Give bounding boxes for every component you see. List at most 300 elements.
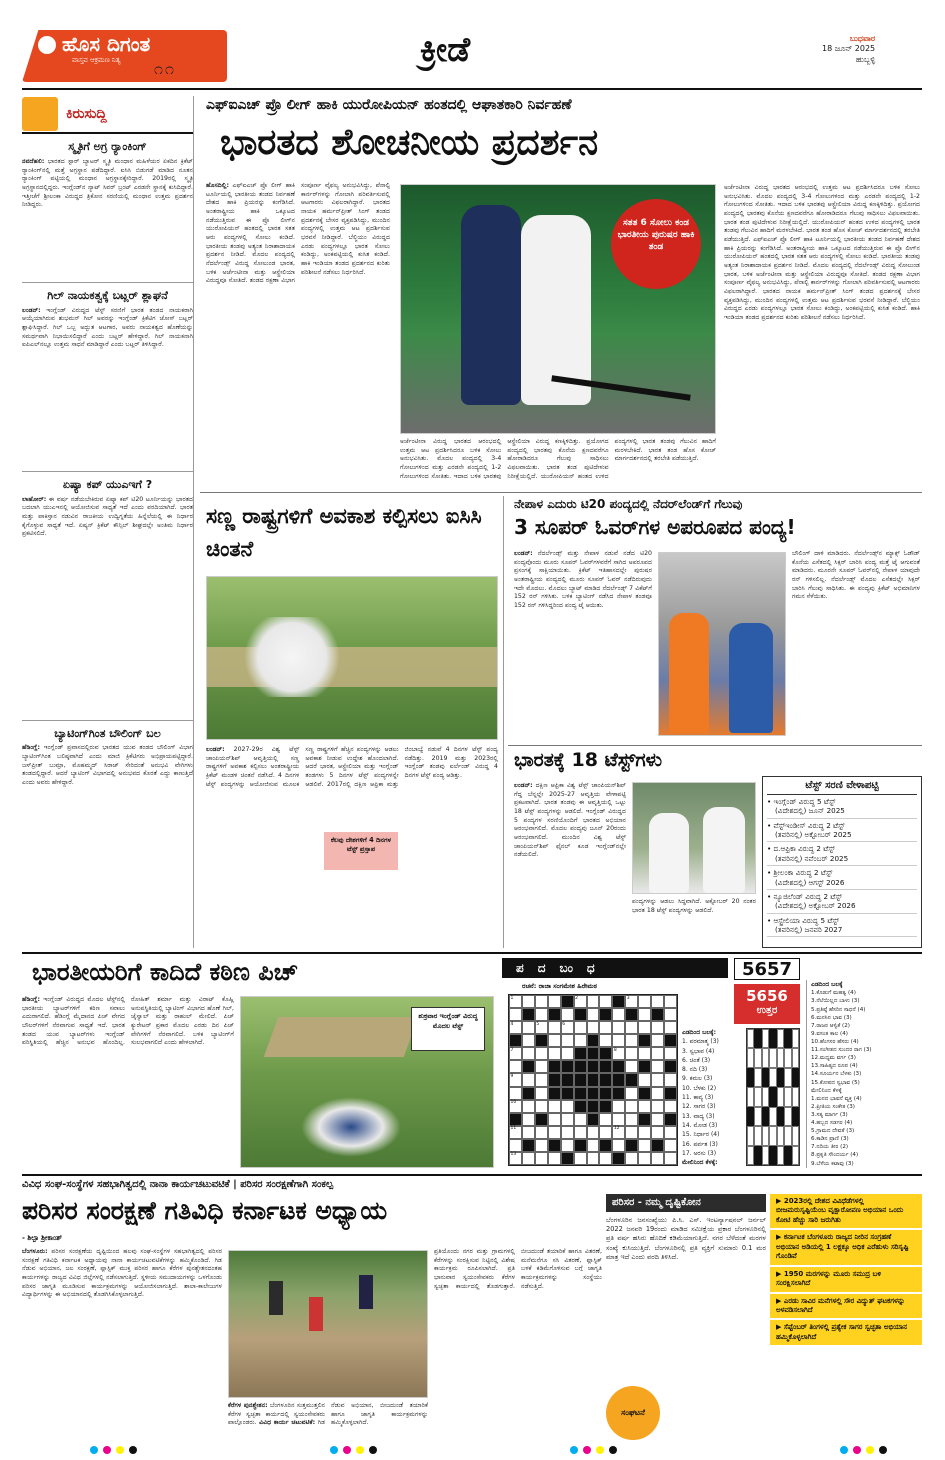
volunteer-figure [269,1281,283,1315]
crossword-cell[interactable] [599,1034,612,1047]
crossword-cell[interactable]: 13 [509,1152,522,1165]
nepal-body-left: ಲಂಡನ್: ನೆದರ್ಲೆಂಡ್ಸ್ ಮತ್ತು ನೇಪಾಳ ನಡುವೆ ನಡೆದ ಟಿ20 ಪಂದ್ಯವೊಂದು ಮೂರು ಸೂಪರ್ ಓವರ್‌ಗಳವರೆಗೆ ಸಾಗಿದ ಅಪರೂಪದ ಪ್ರಸಂಗಕ್ಕೆ ಸಾಕ್ಷಿಯಾಯಿತು. ಕ್ರಿಕೆಟ್ ಇತಿಹಾಸದಲ್ಲೇ ಪುರುಷರ ಅಂತರಾಷ್ಟ್ರೀಯ ಪಂದ್ಯದಲ್ಲಿ ಮೂರು ಸೂಪರ್ ಓವರ್ ನಡೆದಿರುವುದು ಇದೇ ಮೊದಲು. ಮೊದಲು ಬ್ಯಾಟ್ ಮಾಡಿದ ನೆದರ್ಲೆಂಡ್ಸ್ 7 ವಿಕೆಟ್‌ಗೆ 152 ರನ್ ಗಳಿಸಿತು. ಬಳಿಕ ಬ್ಯಾಟಿಂಗ್ ನಡೆಸಿದ ನೇಪಾಳ ತಂಡವೂ 152 ರನ್ ಗಳಿಸಿದ್ದರಿಂದ ಪಂದ್ಯ ಟೈ ಆಯಿತು. [514,550,652,610]
crossword-cell[interactable] [548,995,561,1008]
crossword-cell[interactable] [574,1113,587,1126]
crossword-cell[interactable] [612,1021,625,1034]
crossword-cell [664,1060,677,1073]
clue-item: 3.ಸತ್ಯ ಮಾರ್ಗ (3) [811,1111,848,1118]
facts-sidebar [770,1194,922,1440]
crossword-cell[interactable] [561,1100,574,1113]
crossword-title-bar: ಪದಬಂಧ [502,958,728,978]
fact-note: ▶ ಸೆಪ್ಟೆಂಬರ್ ತಿಂಗಳಲ್ಲಿ ಪ್ರತ್ಯೇಕ ಸಾಗರ ಸ್ವಚ್ಛತಾ ಅಭಿಯಾನ ಹಮ್ಮಿಕೊಳ್ಳಲಾಗಿದೆ [770,1320,922,1347]
section-title: ಕ್ರೀಡೆ [420,30,471,70]
crossword-cell [638,1034,651,1047]
crossword-cell[interactable]: 11 [509,1126,522,1139]
crossword-cell[interactable] [664,1139,677,1152]
weekday: ಬುಧವಾರ [849,34,876,43]
crossword-cell[interactable] [535,1152,548,1165]
masthead-rule [22,88,922,90]
crossword-clues: ಎಡದಿಂದ ಬಲಕ್ಕೆ: 1. ಪರಮಾತ್ಮ (3) 3. ಸ್ವಭಾವ (4) 6. ಚಿಂತೆ (3) 8. ನದಿ (3) 9. ಕಮಲ (3) 10. ಬೆಳಕು (2) 11. ಕಾವ್ಯ (3) 12. ಸಾಗರ (3) 13. ವಾದ್ಯ (3) 14. ಮೋಡ (3) 15. ನಿರ್ಧಾರ (4) 16. ಪರ್ವತ (3) 17. ಅರಸು (3) ಮೇಲಿನಿಂದ ಕೆಳಕ್ಕೆ: [682,1028,742,1168]
schedule-item: • ಇಂಗ್ಲೆಂಡ್ ವಿರುದ್ಧ 5 ಟೆಸ್ಟ್ (ವಿದೇಶದಲ್ಲಿ) ಜೂನ್ 2025 [767,795,917,819]
crossword-cell [638,1113,651,1126]
crossword-cell[interactable] [638,1139,651,1152]
date-block [822,34,875,65]
clue-item: 10. ಬೆಳಕು (2) [682,1084,717,1092]
tests-caption: ಪಂದ್ಯಗಳನ್ನು ಆಡಲು ಸಿದ್ಧವಾಗಿದೆ. ಅಕ್ಟೋಬರ್ 20 ನಂತರ ಭಾರತ 18 ಟೆಸ್ಟ್ ಪಂದ್ಯಗಳನ್ನು ಆಡಲಿದೆ. [632,898,756,914]
crossword-cell[interactable] [612,1100,625,1113]
cricket-celebration-photo [206,576,498,740]
crossword-cell [548,1139,561,1152]
crossword-cell[interactable] [548,1034,561,1047]
brief-body: ನವದೆಹಲಿ: ಭಾರತದ ಸ್ಟಾರ್ ಬ್ಯಾಟರ್ ಸ್ಮೃತಿ ಮಂಧಾನ ಮಹಿಳೆಯರ ಏಕದಿನ ಕ್ರಿಕೆಟ್ ರ‍್ಯಾಂಕಿಂಗ್‌ನಲ್ಲಿ ಮತ್ತೆ ಅಗ್ರಸ್ಥಾನ ಪಡೆದಿದ್ದಾರೆ. ಐಸಿಸಿ ಬಿಡುಗಡೆ ಮಾಡಿದ ನೂತನ ರ‍್ಯಾಂಕಿಂಗ್ ಪಟ್ಟಿಯಲ್ಲಿ ಮಂಧಾನ ಅಗ್ರಸ್ಥಾನಕ್ಕೇರಿದ್ದಾರೆ. 2019ರಲ್ಲಿ ಸ್ಮೃತಿ ಅಗ್ರಸ್ಥಾನದಲ್ಲಿದ್ದರು. ಇಂಗ್ಲೆಂಡ್‌ನ ನ್ಯಾಟ್ ಸಿವರ್ ಬ್ರಂಟ್ ಎರಡನೇ ಸ್ಥಾನಕ್ಕೆ ಕುಸಿದಿದ್ದಾರೆ. ಇತ್ತೀಚೆಗೆ ಶ್ರೀಲಂಕಾ ವಿರುದ್ಧದ ತ್ರಿಕೋನ ಸರಣಿಯಲ್ಲಿ ಮಂಧಾನ ಉತ್ತಮ ಪ್ರದರ್ಶನ ನೀಡಿದ್ದರು. [22,157,193,209]
crossword-cell [509,1113,522,1126]
crossword-cell[interactable] [612,1034,625,1047]
crossword-cell[interactable]: 1 [509,995,522,1008]
crossword-cell [599,1047,612,1060]
clue-item: 6.ಕಾಡಿನ ಪ್ರಾಣಿ (3) [811,1136,849,1143]
crossword-cell [612,1152,625,1165]
crossword-cell [587,1073,600,1086]
crossword-cell[interactable] [625,1100,638,1113]
clue-item: 5.ಪ್ರತಿಷ್ಠೆ ಹೆಸರಿನ ಸಾಧನೆ (4) [811,1006,866,1013]
tests-body: ಲಂಡನ್: ದಕ್ಷಿಣ ಆಫ್ರಿಕಾ ವಿಶ್ವ ಟೆಸ್ಟ್ ಚಾಂಪಿಯನ್‌ಶಿಪ್ ಗೆದ್ದ ಬೆನ್ನಲ್ಲೇ 2025-27 ಆವೃತ್ತಿಯ ವೇಳಾಪಟ್ಟಿ ಪ್ರಕಟವಾಗಿದೆ. ಭಾರತ ತಂಡವು ಈ ಆವೃತ್ತಿಯಲ್ಲಿ ಒಟ್ಟು 18 ಟೆಸ್ಟ್ ಪಂದ್ಯಗಳನ್ನು ಆಡಲಿದೆ. ಇಂಗ್ಲೆಂಡ್ ವಿರುದ್ಧದ 5 ಪಂದ್ಯಗಳ ಸರಣಿಯೊಂದಿಗೆ ಭಾರತದ ಅಭಿಯಾನ ಆರಂಭವಾಗಲಿದೆ. ಮೊದಲ ಪಂದ್ಯವು ಜೂನ್ 20ರಂದು ಆರಂಭವಾಗಲಿದೆ. ಮುಂದಿನ ವಿಶ್ವ ಟೆಸ್ಟ್ ಚಾಂಪಿಯನ್‌ಶಿಪ್ ಫೈನಲ್ ಕೂಡ ಇಂಗ್ಲೆಂಡ್‌ನಲ್ಲೇ ನಡೆಯಲಿದೆ. [514,782,626,859]
crossword-cell[interactable] [664,1008,677,1021]
volunteers-photo [228,1250,428,1398]
crossword-cell [625,1073,638,1086]
crossword-cell [522,1008,535,1021]
parisara-title-bar: ಪರಿಸರ - ನಮ್ಮ ದೃಷ್ಟಿಕೋನ [606,1194,766,1212]
crossword-cell[interactable] [522,1126,535,1139]
schedule-box [762,776,922,948]
crossword-cell[interactable]: 10 [509,1100,522,1113]
clue-item: 9.ವಸಂತ ಕಾಲ (4) [811,1030,848,1037]
crossword-cell [574,1100,587,1113]
pitch-strip [264,1017,419,1057]
crossword-cell[interactable] [509,1087,522,1100]
brief-body: ಲಂಡನ್: ಇಂಗ್ಲೆಂಡ್ ವಿರುದ್ಧದ ಟೆಸ್ಟ್ ಸರಣಿಗೆ ಭಾರತ ತಂಡದ ನಾಯಕರಾಗಿ ಆಯ್ಕೆಯಾಗಿರುವ ಶುಭಮನ್ ಗಿಲ್ ಅವರನ್ನು ಇಂಗ್ಲೆಂಡ್ ಕ್ರಿಕೆಟಿಗ ಜೋಸ್ ಬಟ್ಲರ್ ಶ್ಲಾಘಿಸಿದ್ದಾರೆ. ಗಿಲ್ ಒಬ್ಬ ಅದ್ಭುತ ಆಟಗಾರ, ಅವರು ನಾಯಕತ್ವದ ಹೊಣೆಯನ್ನು ಸಮರ್ಥವಾಗಿ ನಿಭಾಯಿಸಲಿದ್ದಾರೆ ಎಂದು ಬಟ್ಲರ್ ಹೇಳಿದ್ದಾರೆ. ಗಿಲ್ ನಾಯಕನಾಗಿ ಐಪಿಎಲ್‌ನಲ್ಲೂ ಉತ್ತಮ ಸಾಧನೆ ಮಾಡಿದ್ದಾರೆ ಎಂದು ಬಟ್ಲರ್ ತಿಳಿಸಿದ್ದಾರೆ. [22,306,193,349]
match-inset: ಶುಕ್ರವಾರ ಇಂಗ್ಲೆಂಡ್ ವಿರುದ್ಧ ಮೊದಲ ಟೆಸ್ಟ್ [411,1007,485,1051]
crossword-cell[interactable] [535,1060,548,1073]
crossword-cell [561,995,574,1008]
crossword-cell [574,1073,587,1086]
crossword-cell[interactable]: 8 [612,1047,625,1060]
brief-item [22,289,193,467]
clue-item: 14. ಮೋಡ (3) [682,1121,718,1129]
clue-item: 7.ನದಿಯ ತೀರ (2) [811,1144,849,1151]
nepal-headline: 3 ಸೂಪರ್ ಓವರ್‌ಗಳ ಅಪರೂಪದ ಪಂದ್ಯ! [514,515,796,539]
crossword-cell[interactable] [599,1126,612,1139]
clue-item: 13. ವಾದ್ಯ (3) [682,1112,715,1120]
crossword-cell[interactable] [664,1021,677,1034]
hockey-story [200,96,922,492]
schedule-item: • ದ.ಆಫ್ರಿಕಾ ವಿರುದ್ಧ 2 ಟೆಸ್ಟ್ (ತವರಿನಲ್ಲಿ) ನವೆಂಬರ್ 2025 [767,842,917,866]
date: 18 ಜೂನ್ 2025 [822,44,876,54]
crossword-author: ರಚನೆ: ರಾಜಾ ಸಂಗಮೇಶ ಹಿರೇಮಠ [522,982,597,990]
icc-body: ಲಂಡನ್: 2027-29ರ ವಿಶ್ವ ಟೆಸ್ಟ್ ಚಾಂಪಿಯನ್‌ಶಿಪ್ ಆವೃತ್ತಿಯಲ್ಲಿ ಸಣ್ಣ ರಾಷ್ಟ್ರಗಳಿಗೆ ಅವಕಾಶ ಕಲ್ಪಿಸಲು ಅಂತರಾಷ್ಟ್ರೀಯ ಕ್ರಿಕೆಟ್ ಮಂಡಳಿ ಚಿಂತನೆ ನಡೆಸಿದೆ. 4 ದಿನಗಳ ಟೆಸ್ಟ್ ಪಂದ್ಯಗಳನ್ನು ಆಯೋಜಿಸುವ ಮೂಲಕ ಸಣ್ಣ ರಾಷ್ಟ್ರಗಳಿಗೆ ಹೆಚ್ಚಿನ ಪಂದ್ಯಗಳನ್ನು ಆಡಲು ಅವಕಾಶ ನೀಡುವ ಉದ್ದೇಶ ಹೊಂದಲಾಗಿದೆ. ಆದರೆ ಭಾರತ, ಆಸ್ಟ್ರೇಲಿಯಾ ಮತ್ತು ಇಂಗ್ಲೆಂಡ್ ತಂಡಗಳು 5 ದಿನಗಳ ಟೆಸ್ಟ್ ಪಂದ್ಯಗಳನ್ನೇ ಆಡಲಿವೆ. 2017ರಲ್ಲಿ ದಕ್ಷಿಣ ಆಫ್ರಿಕಾ ಮತ್ತು ಜಿಂಬಾಬ್ವೆ ನಡುವೆ 4 ದಿನಗಳ ಟೆಸ್ಟ್ ಪಂದ್ಯ ನಡೆದಿತ್ತು. 2019 ಮತ್ತು 2023ರಲ್ಲಿ ಇಂಗ್ಲೆಂಡ್ ತಂಡವು ಐರ್ಲೆಂಡ್ ವಿರುದ್ಧ 4 ದಿನಗಳ ಟೆಸ್ಟ್ ಪಂದ್ಯ ಆಡಿತ್ತು. [206,746,498,788]
clue-item: 17. ಅರಸು (3) [682,1149,717,1157]
clue-item: 14.ಸೂರ್ಯನ ಬೆಳಕು (3) [811,1071,862,1078]
crossword-cell[interactable]: 7 [509,1047,522,1060]
crossword-cell[interactable] [638,1008,651,1021]
section-rule [508,745,922,746]
crossword-cell[interactable]: 6 [561,1021,574,1034]
crossword-cell [625,1139,638,1152]
clue-item: 5.ಗ್ರಾಮದ ದೇವತೆ (3) [811,1128,855,1135]
crossword-cell [574,1139,587,1152]
crossword-cell [664,1034,677,1047]
crossword-cell [535,1113,548,1126]
clue-item [682,1167,742,1168]
crossword-cell[interactable] [522,1113,535,1126]
crossword-cell[interactable] [522,1073,535,1086]
crossword-cell[interactable] [664,1126,677,1139]
crossword-cell[interactable] [638,1073,651,1086]
nepal-story [508,496,922,744]
crossword-cell[interactable] [509,1139,522,1152]
brief-body: ಲಾಹೋರ್: ಈ ವರ್ಷ ನಡೆಯಬೇಕಿರುವ ಏಷ್ಯಾ ಕಪ್ ಟಿ20 ಟೂರ್ನಿಯನ್ನು ಭಾರತದ ಬದಲಾಗಿ ಯುಎಇನಲ್ಲಿ ಆಯೋಜಿಸುವ ಸಾಧ್ಯತೆ ಇದೆ ಎಂದು ವರದಿಯಾಗಿದೆ. ಭಾರತ ಮತ್ತು ಪಾಕಿಸ್ತಾನ ನಡುವಿನ ರಾಜಕೀಯ ಉದ್ವಿಗ್ನತೆಯ ಹಿನ್ನೆಲೆಯಲ್ಲಿ ಈ ನಿರ್ಧಾರ ಕೈಗೊಳ್ಳುವ ಸಾಧ್ಯತೆ ಇದೆ. ಏಷ್ಯನ್ ಕ್ರಿಕೆಟ್ ಕೌನ್ಸಿಲ್ ಶೀಘ್ರದಲ್ಲೇ ಅಂತಿಮ ನಿರ್ಧಾರ ಪ್ರಕಟಿಸಲಿದೆ. [22,495,193,538]
crossword-cell[interactable] [625,1113,638,1126]
crossword-cell[interactable] [535,1126,548,1139]
crossword-cell[interactable] [535,1100,548,1113]
crossword-cell[interactable]: 3 [625,995,638,1008]
crossword-cell[interactable] [664,1073,677,1086]
crossword-cell[interactable] [651,1126,664,1139]
icc-headline: ಸಣ್ಣ ರಾಷ್ಟ್ರಗಳಿಗೆ ಅವಕಾಶ ಕಲ್ಪಿಸಲು ಐಸಿಸಿ ಚಿಂತನೆ [206,504,482,561]
clue-item: 15. ನಿರ್ಧಾರ (4) [682,1131,720,1139]
crossword-cell[interactable] [548,1021,561,1034]
crossword-cell[interactable] [535,1047,548,1060]
stat-badge: ಸತತ 6 ಸೋಲು ಕಂಡ ಭಾರತೀಯ ಪುರುಷರ ಹಾಕಿ ತಂಡ [611,199,701,289]
crossword-cell[interactable] [522,1034,535,1047]
crossword-cell[interactable] [599,995,612,1008]
environment-photo-caption: ಕೆರೆಗಳ ಪುನಶ್ಚೇತನ: ಬೆಂಗಳೂರಿನ ಸುತ್ತಮುತ್ತಲಿನ ಕೆರೆಗಳ ಸ್ವಚ್ಛತಾ ಕಾರ್ಯದಲ್ಲಿ ಸ್ವಯಂಸೇವಕರು ಪಾಲ್ಗೊಂಡರು. ವಿವಿಧ ಕಾರ್ಯ ಚಟುವಟಿಕೆ: ಗಿಡ ನೆಡುವ ಅಭಿಯಾನ, ಬೀಜದುಂಡೆ ತಯಾರಿಕೆ ಹಾಗೂ ಜಾಗೃತಿ ಕಾರ್ಯಕ್ರಮಗಳನ್ನು ಹಮ್ಮಿಕೊಳ್ಳಲಾಗಿದೆ. [228,1402,428,1427]
clue-item: 12. ಸಾಗರ (3) [682,1103,716,1111]
fact-note: ▶ ಕರ್ನಾಟಕ ಬೆಂಗಳೂರು ರಾಜ್ಯದ ನೀರಿನ ಸಂಗ್ರಹಣೆ ಅಭಿಯಾನ ಅಡಿಯಲ್ಲಿ 1 ಲಕ್ಷಕ್ಕೂ ಅಧಿಕ ಎರೆಹುಳು ಸರಿಸೃಷ್ಟಿ ಗೊಂಡಿವೆ [770,1230,922,1266]
clue-item: 1.ಮನದ ಭಾವನೆ ವ್ಯಕ್ತ (4) [811,1095,862,1102]
crossword-cell[interactable] [587,1021,600,1034]
volunteer-figure [359,1275,373,1309]
crossword-cell[interactable]: 5 [535,1021,548,1034]
clue-item: 3.ನೆಲೆಯಿಲ್ಲದ ಬಾಳು (3) [811,998,860,1005]
crossword-cell[interactable]: 4 [509,1021,522,1034]
crossword-cell [587,1034,600,1047]
crossword-cell[interactable] [522,1021,535,1034]
crossword-cell[interactable] [561,1008,574,1021]
crossword-cell [599,1139,612,1152]
crossword-cell[interactable] [522,995,535,1008]
tests-headline: ಭಾರತಕ್ಕೆ 18 ಟೆಸ್ಟ್‌ಗಳು [514,749,663,771]
crossword-cell[interactable]: 2 [574,995,587,1008]
crossword-cell [587,1047,600,1060]
crossword-cell[interactable] [638,1021,651,1034]
crossword-cell[interactable] [638,1152,651,1165]
answer-grid [746,1028,800,1166]
brief-body: ಹೆಡಿಂಗ್ಲೆ: ಇಂಗ್ಲೆಂಡ್ ಪ್ರವಾಸದಲ್ಲಿರುವ ಭಾರತದ ಯುವ ತಂಡದ ಬೌಲಿಂಗ್ ವಿಭಾಗ ಬ್ಯಾಟಿಂಗ್‌ಗಿಂತ ಬಲಿಷ್ಠವಾಗಿದೆ ಎಂದು ಮಾಜಿ ಕ್ರಿಕೆಟಿಗರು ಅಭಿಪ್ರಾಯಪಟ್ಟಿದ್ದಾರೆ. ಜಸ್‌ಪ್ರೀತ್ ಬುಮ್ರಾ, ಮೊಹಮ್ಮದ್ ಸಿರಾಜ್ ಸೇರಿದಂತೆ ಅನುಭವಿ ವೇಗಿಗಳು ತಂಡದಲ್ಲಿದ್ದಾರೆ. ಆದರೆ ಬ್ಯಾಟಿಂಗ್ ವಿಭಾಗದಲ್ಲಿ ಅನುಭವದ ಕೊರತೆ ಎದ್ದು ಕಾಣುತ್ತಿದೆ ಎಂದು ಅವರು ಹೇಳಿದ್ದಾರೆ. [22,744,193,787]
crossword-cell [651,1139,664,1152]
fact-note: ▶ 1950 ಮರಗಳನ್ನು ಮೂರು ಸಮುದ್ರ ಬಳಿ ಸಂರಕ್ಷಿಸಲಾಗಿದೆ [770,1267,922,1294]
crossword-cell[interactable] [651,1060,664,1073]
crossword-cell [612,1087,625,1100]
crossword-cell[interactable] [587,1126,600,1139]
hockey-headline: ಭಾರತದ ಶೋಚನೀಯ ಪ್ರದರ್ಶನ [220,122,599,163]
crossword-cell[interactable] [625,1021,638,1034]
clue-item: 11. ಕಾವ್ಯ (3) [682,1094,714,1102]
parisara-side [606,1194,766,1440]
hockey-body-left: ಹೊಸದಿಲ್ಲಿ: ಎಫ್‌ಐಎಚ್ ಪ್ರೊ ಲೀಗ್ ಹಾಕಿ ಟೂರ್ನಿಯಲ್ಲಿ ಭಾರತೀಯ ತಂಡದ ನಿರ್ವಹಣೆ ದೇಶದ ಹಾಕಿ ಪ್ರಿಯರನ್ನು ಕಂಗೆಡಿಸಿದೆ. ಅಂತರಾಷ್ಟ್ರೀಯ ಹಾಕಿ ಒಕ್ಕೂಟದ ನಡೆಯುತ್ತಿರುವ ಈ ಪ್ರೊ ಲೀಗ್‌ನ ಯುರೋಪಿಯನ್ ಹಂತದಲ್ಲಿ ಭಾರತ ಸತತ ಆರು ಪಂದ್ಯಗಳಲ್ಲಿ ಸೋಲು ಕಂಡಿದೆ. ಭಾರತೀಯ ತಂಡವು ಅತ್ಯಂತ ನಿರಾಶಾದಾಯಕ ಪ್ರದರ್ಶನ ನೀಡಿದೆ. ಮೊದಲ ಪಂದ್ಯದಲ್ಲಿ ನೆದರ್ಲೆಂಡ್ಸ್ ವಿರುದ್ಧ ಸೋಲುಂಡ ಭಾರತ, ಬಳಿಕ ಅರ್ಜೆಂಟೀನಾ ಮತ್ತು ಆಸ್ಟ್ರೇಲಿಯಾ ವಿರುದ್ಧವೂ ಸೋತಿದೆ. ತಂಡದ ರಕ್ಷಣಾ ವಿಭಾಗ ಸಂಪೂರ್ಣ ವೈಫಲ್ಯ ಅನುಭವಿಸಿದ್ದು, ಪೆನಾಲ್ಟಿ ಕಾರ್ನರ್‌ಗಳನ್ನು ಗೋಲಾಗಿ ಪರಿವರ್ತಿಸುವಲ್ಲಿ ಆಟಗಾರರು ವಿಫಲರಾಗಿದ್ದಾರೆ. ಭಾರತದ ನಾಯಕ ಹರ್ಮನ್‌ಪ್ರೀತ್ ಸಿಂಗ್ ತಂಡದ ಪ್ರದರ್ಶನಕ್ಕೆ ಬೇಸರ ವ್ಯಕ್ತಪಡಿಸಿದ್ದು, ಮುಂದಿನ ಪಂದ್ಯಗಳಲ್ಲಿ ಉತ್ತಮ ಆಟ ಪ್ರದರ್ಶಿಸುವ ಭರವಸೆ ನೀಡಿದ್ದಾರೆ. ಬೆಲ್ಜಿಯಂ ವಿರುದ್ಧದ ಎರಡು ಪಂದ್ಯಗಳಲ್ಲೂ ಭಾರತ ಸೋಲು ಕಂಡಿದ್ದು, ಅಂಕಪಟ್ಟಿಯಲ್ಲಿ ಕುಸಿತ ಕಂಡಿದೆ. ಹಾಕಿ ಇಂಡಿಯಾ ತಂಡದ ಪ್ರದರ್ಶನದ ಕುರಿತು ಪರಿಶೀಲನೆ ನಡೆಸಲು ನಿರ್ಧರಿಸಿದೆ. [206,182,390,285]
crossword-cell[interactable] [638,1047,651,1060]
crossword-cell[interactable] [625,1060,638,1073]
crossword-cell[interactable] [638,1126,651,1139]
clue-item: 7.ರಾಜರ ಆಳ್ವಿಕೆ (2) [811,1022,850,1029]
answer-clues: ಎಡದಿಂದ ಬಲಕ್ಕೆ 1.ಕೊಡುಗೆ ಮಹತ್ವ (4) 3.ನೆಲೆಯಿಲ್ಲದ ಬಾಳು (3) 5.ಪ್ರತಿಷ್ಠೆ ಹೆಸರಿನ ಸಾಧನೆ (4) 6.ಮನಸಿನ ಭಾವ (3) 7.ರಾಜರ ಆಳ್ವಿಕೆ (2) 9.ವಸಂತ ಕಾಲ (4) 10.ಹೆಂಗಸರ ಹೆಸರು (4) 11.ಸಂಗೀತದ ಸುಂದರ ರಾಗ (3) 12.ಮಧ್ಯಮ ವರ್ಗ (3) 13.ಸಾಹಿತ್ಯದ ರೂಪ (4) 14.ಸೂರ್ಯನ ಬೆಳಕು (3) 15.ಕೋಪದ ಸ್ವಭಾವ (5) ಮೇಲಿನಿಂದ ಕೆಳಕ್ಕೆ 1.ಮನದ ಭಾವನೆ ವ್ಯಕ್ತ (4) 2.ಪ್ರೀತಿಯ ಸಂಕೇತ (3) 3.ಸತ್ಯ ಮಾರ್ಗ (3) 4.ಹಬ್ಬದ ಸಡಗರ (4) 5.ಗ್ರಾಮದ ದೇವತೆ (3) 6.ಕಾಡಿನ ಪ್ರಾಣಿ (3) 7.ನದಿಯ ತೀರ (2) 8.ಪ್ರಕೃತಿ ಸೌಂದರ್ಯ (4) 9.ಬೆಳೆಯ ಕಟಾವು (3) [806,980,922,1168]
crossword-cell[interactable] [651,995,664,1008]
clue-item: 3. ಸ್ವಭಾವ (4) [682,1047,715,1055]
crossword-cell[interactable] [561,1034,574,1047]
volunteer-figure [309,1297,323,1331]
clue-item: 9. ಕಮಲ (3) [682,1075,713,1083]
schedule-item: • ವೆಸ್ಟ್‌ಇಂಡೀಸ್ ವಿರುದ್ಧ 2 ಟೆಸ್ಟ್ (ತವರಿನಲ್ಲಿ) ಅಕ್ಟೋಬರ್ 2025 [767,819,917,843]
kirusuddi-header [22,96,193,134]
crossword-cell[interactable] [522,1100,535,1113]
parisara-body: ಬೆಂಗಳೂರಿನ ಜನಸಂಖ್ಯೆಯು ಪಿ.ಸಿ. ಎಸ್. ಇಂಟರ್ನ್ಯಾಷನಲ್ ಜರ್ನಲ್ 2022 ಜನವರಿ 19ರಂದು ಮಾಡಿದ ಸಮೀಕ್ಷೆಯ ಪ್ರಕಾರ ಬೆಂಗಳೂರಿನಲ್ಲಿ ಪ್ರತಿ ವರ್ಷ ಹಸಿರು ಹೊದಿಕೆ ಕಡಿಮೆಯಾಗುತ್ತಿದೆ. ನಗರ ಬೆಳೆದಂತೆ ಮರಗಳ ಸಂಖ್ಯೆ ಕುಸಿಯುತ್ತಿದೆ. ಬೆಂಗಳೂರಿನಲ್ಲಿ ಪ್ರತಿ ವ್ಯಕ್ತಿಗೆ ಸುಮಾರು 0.1 ಮರ ಮಾತ್ರ ಇದೆ ಎಂದು ವರದಿ ತಿಳಿಸಿದೆ. [606,1216,766,1261]
registration-marks [330,1446,377,1454]
environment-kicker: ವಿವಿಧ ಸಂಘ-ಸಂಸ್ಥೆಗಳ ಸಹಭಾಗಿತ್ವದಲ್ಲಿ ನಾನಾ ಕಾರ್ಯಚಟುವಟಿಕೆ | ಪರಿಸರ ಸಂರಕ್ಷಣೆಗಾಗಿ ಸಂಕಲ್ಪ [22,1179,334,1190]
crossword-cell[interactable]: 12 [612,1126,625,1139]
crossword-cell[interactable] [664,1152,677,1165]
crossword-cell [548,1073,561,1086]
clue-item: 10.ಹೆಂಗಸರ ಹೆಸರು (4) [811,1038,859,1045]
schedule-item: • ನ್ಯೂಜಿಲೆಂಡ್ ವಿರುದ್ಧ 2 ಟೆಸ್ಟ್ (ವಿದೇಶದಲ್ಲಿ) ಅಕ್ಟೋಬರ್ 2026 [767,890,917,914]
clue-item: 15.ಕೋಪದ ಸ್ವಭಾವ (5) [811,1079,860,1086]
crossword-cell[interactable] [574,1126,587,1139]
clue-item: 2.ಪ್ರೀತಿಯ ಸಂಕೇತ (3) [811,1103,855,1110]
crossword-cell[interactable] [638,995,651,1008]
crossword-cell[interactable] [651,1100,664,1113]
crossword-cell[interactable] [638,1100,651,1113]
crossword-cell[interactable] [561,1126,574,1139]
clue-item: 8. ನದಿ (3) [682,1066,708,1074]
crossword-cell [587,1113,600,1126]
clue-item: ಮೇಲಿನಿಂದ ಕೆಳಕ್ಕೆ [811,1087,842,1094]
crossword-cell[interactable] [587,1139,600,1152]
crossword-cell[interactable] [664,995,677,1008]
crossword-cell[interactable] [651,1021,664,1034]
crossword-cell [599,1100,612,1113]
crossword-cell[interactable] [548,1126,561,1139]
crossword-cell[interactable] [651,1113,664,1126]
environment-headline: ಪರಿಸರ ಸಂರಕ್ಷಣೆ ಗತಿವಿಧಿ ಕರ್ನಾಟಕ ಅಧ್ಯಾಯ [22,1196,388,1225]
edition-city: ಹುಬ್ಬಳ್ಳಿ [855,54,876,64]
crossword-cell[interactable] [561,1139,574,1152]
logo-tagline: ವಾಸ್ತವ ಆಕ್ರಮಣ ನಿತ್ಯ [72,56,121,64]
registration-marks [90,1446,137,1454]
sangatane-logo: ಸಂಘಟನೆ [606,1386,660,1440]
crossword-cell [599,1008,612,1021]
crossword-number: 5657 [734,958,800,980]
hockey-body-under-photo: ಅರ್ಜೆಂಟೀನಾ ವಿರುದ್ಧ ಭಾರತದ ಆರಂಭದಲ್ಲಿ ಉತ್ತಮ ಆಟ ಪ್ರದರ್ಶಿಸಿದರೂ ಬಳಿಕ ಸೋಲು ಅನುಭವಿಸಿತು. ಮೊದಲ ಪಂದ್ಯದಲ್ಲಿ 3-4 ಗೋಲುಗಳಿಂದ ಮತ್ತು ಎರಡನೇ ಪಂದ್ಯದಲ್ಲಿ 1-2 ಗೋಲುಗಳಿಂದ ಸೋತಿತು. ಇದಾದ ಬಳಿಕ ಭಾರತವು ಆಸ್ಟ್ರೇಲಿಯಾ ವಿರುದ್ಧ ಕಣಕ್ಕಿಳಿದಿತ್ತು. ಪ್ರಯೋಗದ ಪಂದ್ಯದಲ್ಲಿ ಭಾರತವು ಕೊನೆಯ ಕ್ಷಣದವರೆಗೂ ಹೋರಾಡಿದರೂ ಗೆಲುವು ಸಾಧಿಸಲು ವಿಫಲವಾಯಿತು. ಭಾರತ ತಂಡ ಪುಟಿದೇಳುವ ನಿರೀಕ್ಷೆಯಲ್ಲಿದೆ. ಯುರೋಪಿಯನ್ ಹಂತದ ಉಳಿದ ಪಂದ್ಯಗಳಲ್ಲಿ ಭಾರತ ತಂಡವು ಗೆಲುವಿನ ಹಾದಿಗೆ ಮರಳಬೇಕಿದೆ. ಭಾರತ ತಂಡ ಹೊಸ ಕೋಚ್ ಮಾರ್ಗದರ್ಶನದಲ್ಲಿ ತರಬೇತಿ ಪಡೆಯುತ್ತಿದೆ. [400,438,716,480]
crossword-cell[interactable] [509,1008,522,1021]
crossword-cell [561,1060,574,1073]
logo-text: ಹೊಸ ದಿಗಂತ [62,32,151,56]
crossword-cell[interactable] [587,1152,600,1165]
crossword-cell[interactable] [574,1034,587,1047]
crossword-cell[interactable] [625,1152,638,1165]
clue-item: 1. ಪರಮಾತ್ಮ (3) [682,1038,719,1046]
crossword-cell [587,1087,600,1100]
kirusuddi-column [22,96,194,948]
player-figure [461,205,521,405]
crossword-cell[interactable] [612,1008,625,1021]
section-rule [22,1174,922,1176]
crossword-cell[interactable] [548,1113,561,1126]
crossword-cell[interactable] [664,1047,677,1060]
crossword-cell[interactable] [612,1139,625,1152]
crossword-cell[interactable] [522,1047,535,1060]
crossword-cell [574,1008,587,1021]
crossword-cell[interactable] [625,1034,638,1047]
crossword-cell[interactable] [625,1126,638,1139]
player-white [703,807,745,893]
nepal-match-photo [658,552,786,736]
crossword-cell [638,1060,651,1073]
crossword-cell [638,1087,651,1100]
crossword-cell[interactable] [625,1047,638,1060]
crossword-cell[interactable]: 9 [509,1073,522,1086]
crossword-cell[interactable] [561,1113,574,1126]
crossword-cell [535,1034,548,1047]
brief-item [22,478,193,716]
brief-title: ಸ್ಮೃತಿಗೆ ಅಗ್ರ ರ‍್ಯಾಂಕಿಂಗ್ [68,140,147,153]
crossword-cell[interactable] [599,1152,612,1165]
nepal-kicker: ನೇಪಾಳ ಎದುರು ಟಿ20 ಪಂದ್ಯದಲ್ಲಿ ನೆದರ್‌ಲೆಂಡ್‌ಗೆ ಗೆಲುವು [514,497,743,511]
crossword-cell [599,1087,612,1100]
brief-item [22,727,193,895]
page-number: ೧೧ [154,59,176,78]
crossword-cell[interactable] [574,1152,587,1165]
clue-item: 11.ಸಂಗೀತದ ಸುಂದರ ರಾಗ (3) [811,1047,872,1054]
kirusuddi-label: ಕಿರುಸುದ್ದಿ [66,105,107,122]
hockey-photo [400,184,716,434]
crossword-cell [612,1060,625,1073]
registration-marks [570,1446,617,1454]
crossword-cell[interactable] [651,1073,664,1086]
clue-item: 6.ಮನಸಿನ ಭಾವ (3) [811,1014,852,1021]
crossword-cell [612,1073,625,1086]
pitch-story [22,956,496,1170]
hockey-body-right: ಅರ್ಜೆಂಟೀನಾ ವಿರುದ್ಧ ಭಾರತದ ಆರಂಭದಲ್ಲಿ ಉತ್ತಮ ಆಟ ಪ್ರದರ್ಶಿಸಿದರೂ ಬಳಿಕ ಸೋಲು ಅನುಭವಿಸಿತು. ಮೊದಲ ಪಂದ್ಯದಲ್ಲಿ 3-4 ಗೋಲುಗಳಿಂದ ಮತ್ತು ಎರಡನೇ ಪಂದ್ಯದಲ್ಲಿ 1-2 ಗೋಲುಗಳಿಂದ ಸೋತಿತು. ಇದಾದ ಬಳಿಕ ಭಾರತವು ಆಸ್ಟ್ರೇಲಿಯಾ ವಿರುದ್ಧ ಕಣಕ್ಕಿಳಿದಿತ್ತು. ಪ್ರಯೋಗದ ಪಂದ್ಯದಲ್ಲಿ ಭಾರತವು ಕೊನೆಯ ಕ್ಷಣದವರೆಗೂ ಹೋರಾಡಿದರೂ ಗೆಲುವು ಸಾಧಿಸಲು ವಿಫಲವಾಯಿತು. ಭಾರತ ತಂಡ ಪುಟಿದೇಳುವ ನಿರೀಕ್ಷೆಯಲ್ಲಿದೆ. ಯುರೋಪಿಯನ್ ಹಂತದ ಉಳಿದ ಪಂದ್ಯಗಳಲ್ಲಿ ಭಾರತ ತಂಡವು ಗೆಲುವಿನ ಹಾದಿಗೆ ಮರಳಬೇಕಿದೆ. ಭಾರತ ತಂಡ ಹೊಸ ಕೋಚ್ ಮಾರ್ಗದರ್ಶನದಲ್ಲಿ ತರಬೇತಿ ಪಡೆಯುತ್ತಿದೆ. ಎಫ್‌ಐಎಚ್ ಪ್ರೊ ಲೀಗ್ ಹಾಕಿ ಟೂರ್ನಿಯಲ್ಲಿ ಭಾರತೀಯ ತಂಡದ ನಿರ್ವಹಣೆ ದೇಶದ ಹಾಕಿ ಪ್ರಿಯರನ್ನು ಕಂಗೆಡಿಸಿದೆ. ಅಂತರಾಷ್ಟ್ರೀಯ ಹಾಕಿ ಒಕ್ಕೂಟದ ನಡೆಯುತ್ತಿರುವ ಈ ಪ್ರೊ ಲೀಗ್‌ನ ಯುರೋಪಿಯನ್ ಹಂತದಲ್ಲಿ ಭಾರತ ಸತತ ಆರು ಪಂದ್ಯಗಳಲ್ಲಿ ಸೋಲು ಕಂಡಿದೆ. ಭಾರತೀಯ ತಂಡವು ಅತ್ಯಂತ ನಿರಾಶಾದಾಯಕ ಪ್ರದರ್ಶನ ನೀಡಿದೆ. ಮೊದಲ ಪಂದ್ಯದಲ್ಲಿ ನೆದರ್ಲೆಂಡ್ಸ್ ವಿರುದ್ಧ ಸೋಲುಂಡ ಭಾರತ, ಬಳಿಕ ಅರ್ಜೆಂಟೀನಾ ಮತ್ತು ಆಸ್ಟ್ರೇಲಿಯಾ ವಿರುದ್ಧವೂ ಸೋತಿದೆ. ತಂಡದ ರಕ್ಷಣಾ ವಿಭಾಗ ಸಂಪೂರ್ಣ ವೈಫಲ್ಯ ಅನುಭವಿಸಿದ್ದು, ಪೆನಾಲ್ಟಿ ಕಾರ್ನರ್‌ಗಳನ್ನು ಗೋಲಾಗಿ ಪರಿವರ್ತಿಸುವಲ್ಲಿ ಆಟಗಾರರು ವಿಫಲರಾಗಿದ್ದಾರೆ. ಭಾರತದ ನಾಯಕ ಹರ್ಮನ್‌ಪ್ರೀತ್ ಸಿಂಗ್ ತಂಡದ ಪ್ರದರ್ಶನಕ್ಕೆ ಬೇಸರ ವ್ಯಕ್ತಪಡಿಸಿದ್ದು, ಮುಂದಿನ ಪಂದ್ಯಗಳಲ್ಲಿ ಉತ್ತಮ ಆಟ ಪ್ರದರ್ಶಿಸುವ ಭರವಸೆ ನೀಡಿದ್ದಾರೆ. ಬೆಲ್ಜಿಯಂ ವಿರುದ್ಧದ ಎರಡು ಪಂದ್ಯಗಳಲ್ಲೂ ಭಾರತ ಸೋಲು ಕಂಡಿದ್ದು, ಅಂಕಪಟ್ಟಿಯಲ್ಲಿ ಕುಸಿತ ಕಂಡಿದೆ. ಹಾಕಿ ಇಂಡಿಯಾ ತಂಡದ ಪ್ರದರ್ಶನದ ಕುರಿತು ಪರಿಶೀಲನೆ ನಡೆಸಲು ನಿರ್ಧರಿಸಿದೆ. [724,184,920,322]
crossword-cell [548,1008,561,1021]
crossword-cell [625,1008,638,1021]
crossword-cell[interactable] [535,995,548,1008]
fact-note: ▶ ಎರಡು ಸಾವಿರ ಮನೆಗಳಲ್ಲಿ ಸೌರ ವಿದ್ಯುತ್ ಘಟಕಗಳನ್ನು ಅಳವಡಿಸಲಾಗಿದೆ [770,1294,922,1321]
crossword-cell[interactable] [535,1087,548,1100]
crossword-cell [612,995,625,1008]
crossword-cell[interactable] [574,1021,587,1034]
crossword-cell[interactable] [548,1152,561,1165]
clue-item: 1.ಕೊಡುಗೆ ಮಹತ್ವ (4) [811,990,856,997]
tests-story [508,748,758,948]
crossword-grid[interactable] [508,994,678,1166]
pitch-headline: ಭಾರತೀಯರಿಗೆ ಕಾದಿದೆ ಕಠಿಣ ಪಿಚ್ [32,958,298,986]
crossword-cell [522,1139,535,1152]
player-white [649,813,689,893]
hand-icon [22,97,58,131]
crossword-cell[interactable] [651,1034,664,1047]
crossword-cell[interactable] [587,995,600,1008]
crossword-cell[interactable] [612,1113,625,1126]
hockey-kicker: ಎಫ್‌ಐಎಚ್ ಪ್ರೊ ಲೀಗ್ ಹಾಕಿ ಯುರೋಪಿಯನ್ ಹಂತದಲ್ಲಿ ಆಘಾತಕಾರಿ ನಿರ್ವಹಣೆ [206,97,572,113]
crossword-cell [664,1087,677,1100]
pitch-body: ಹೆಡಿಂಗ್ಲೆ: ಇಂಗ್ಲೆಂಡ್ ವಿರುದ್ಧದ ಮೊದಲ ಟೆಸ್ಟ್‌ನಲ್ಲಿ ಭಾರತೀಯ ಬ್ಯಾಟರ್‌ಗಳಿಗೆ ಕಠಿಣ ಸವಾಲು ಎದುರಾಗಲಿದೆ. ಹೆಡಿಂಗ್ಲೆ ಮೈದಾನದ ಪಿಚ್ ವೇಗದ ಬೌಲರ್‌ಗಳಿಗೆ ನೆರವಾಗುವ ಸಾಧ್ಯತೆ ಇದೆ. ಭಾರತ ತಂಡದ ಯುವ ಬ್ಯಾಟರ್‌ಗಳು ಇಂಗ್ಲೆಂಡ್ ಪರಿಸ್ಥಿತಿಯಲ್ಲಿ ಹೆಚ್ಚಿನ ಅನುಭವ ಹೊಂದಿಲ್ಲ. ರೋಹಿತ್ ಶರ್ಮಾ ಮತ್ತು ವಿರಾಟ್ ಕೊಹ್ಲಿ ಅನುಪಸ್ಥಿತಿಯಲ್ಲಿ ಬ್ಯಾಟಿಂಗ್ ವಿಭಾಗದ ಹೊಣೆ ಗಿಲ್, ಜೈಸ್ವಾಲ್ ಮತ್ತು ರಾಹುಲ್ ಮೇಲಿದೆ. ಪಿಚ್ ಕ್ಯುರೇಟರ್ ಪ್ರಕಾರ ಮೊದಲ ಎರಡು ದಿನ ಪಿಚ್ ವೇಗಿಗಳಿಗೆ ನೆರವಾಗಲಿದೆ. ಬಳಿಕ ಬ್ಯಾಟಿಂಗ್‌ಗೆ ಸುಲಭವಾಗಲಿದೆ ಎಂದು ಹೇಳಲಾಗಿದೆ. [22,996,234,1047]
crossword-cell [561,1152,574,1165]
crossword-cell[interactable] [651,1047,664,1060]
crossword-cell [587,1100,600,1113]
environment-body-left: ಬೆಂಗಳೂರು: ಪರಿಸರ ಸಂರಕ್ಷಣೆಯ ದೃಷ್ಟಿಯಿಂದ ಹಲವು ಸಂಘ-ಸಂಸ್ಥೆಗಳ ಸಹಭಾಗಿತ್ವದಲ್ಲಿ ಪರಿಸರ ಸಂರಕ್ಷಣೆ ಗತಿವಿಧಿ ಕರ್ನಾಟಕ ಅಧ್ಯಾಯವು ನಾನಾ ಕಾರ್ಯಚಟುವಟಿಕೆಗಳನ್ನು ಹಮ್ಮಿಕೊಂಡಿದೆ. ಗಿಡ ನೆಡುವ ಅಭಿಯಾನ, ಜಲ ಸಂರಕ್ಷಣೆ, ಪ್ಲಾಸ್ಟಿಕ್ ಮುಕ್ತ ಪರಿಸರ ಹಾಗೂ ಕೆರೆಗಳ ಪುನಶ್ಚೇತನದಂತಹ ಕಾರ್ಯಗಳನ್ನು ರಾಜ್ಯದ ವಿವಿಧ ಜಿಲ್ಲೆಗಳಲ್ಲಿ ನಡೆಸಲಾಗುತ್ತಿದೆ. ಸ್ಥಳೀಯ ಸಮುದಾಯಗಳನ್ನು ಒಳಗೊಂಡು ಪರಿಸರ ಜಾಗೃತಿ ಮೂಡಿಸುವ ಕಾರ್ಯಕ್ರಮಗಳನ್ನು ಆಯೋಜಿಸಲಾಗುತ್ತಿದೆ. ಶಾಲಾ-ಕಾಲೇಜುಗಳ ವಿದ್ಯಾರ್ಥಿಗಳನ್ನು ಈ ಅಭಿಯಾನದಲ್ಲಿ ತೊಡಗಿಸಿಕೊಳ್ಳಲಾಗುತ್ತಿದೆ. [22,1248,222,1299]
logo-icon [38,36,56,54]
crossword-cell [522,1060,535,1073]
crossword-cell [599,1060,612,1073]
india-players-photo [632,782,756,894]
schedule-item: • ಆಸ್ಟ್ರೇಲಿಯಾ ವಿರುದ್ಧ 5 ಟೆಸ್ಟ್ (ತವರಿನಲ್ಲಿ) ಜನವರಿ 2027 [767,914,917,938]
crossword-cell [522,1087,535,1100]
icc-story [200,496,504,948]
schedule-title: ಟೆಸ್ಟ್ ಸರಣಿ ವೇಳಾಪಟ್ಟಿ [767,779,917,795]
environment-story [22,1178,602,1440]
brief-title: ಗಿಲ್ ನಾಯಕತ್ವಕ್ಕೆ ಬಟ್ಲರ್ ಶ್ಲಾಘನೆ [47,288,168,302]
crossword-cell[interactable] [548,1100,561,1113]
clue-item: 8.ಪ್ರಕೃತಿ ಸೌಂದರ್ಯ (4) [811,1152,859,1159]
crossword-cell[interactable] [522,1152,535,1165]
crossword-cell[interactable] [535,1139,548,1152]
crossword-cell [548,1060,561,1073]
schedule-list [767,795,917,937]
icc-callout: ಕೆಲವು ದೇಶಗಳಿಗೆ 4 ದಿನಗಳ ಟೆಸ್ಟ್ ಪ್ರಸ್ತಾಪ [324,832,398,870]
clue-item: 13.ಸಾಹಿತ್ಯದ ರೂಪ (4) [811,1063,858,1070]
section-rule [22,952,922,954]
crossword-cell[interactable] [535,1073,548,1086]
crossword-cell[interactable] [535,1008,548,1021]
crossword-cell[interactable] [509,1060,522,1073]
player-blue [729,623,773,733]
crossword-cell[interactable] [664,1100,677,1113]
crossword-cell[interactable] [651,1087,664,1100]
environment-body-right: ಪ್ರತಿಯೊಂದು ನಗರ ಮತ್ತು ಗ್ರಾಮಗಳಲ್ಲಿ ಕೆರೆಗಳನ್ನು ಸಂರಕ್ಷಿಸುವ ನಿಟ್ಟಿನಲ್ಲಿ ವಿಶೇಷ ಕಾರ್ಯಕ್ರಮ ರೂಪಿಸಲಾಗಿದೆ. ಪ್ರತಿ ಭಾನುವಾರ ಸ್ವಯಂಸೇವಕರು ಕೆರೆಗಳ ಸ್ವಚ್ಛತಾ ಕಾರ್ಯದಲ್ಲಿ ತೊಡಗುತ್ತಾರೆ. ಬೀಜದುಂಡೆ ತಯಾರಿಕೆ ಹಾಗೂ ವಿತರಣೆ, ಮನೆಮನೆಗೂ ಸಸಿ ವಿತರಣೆ, ಪ್ಲಾಸ್ಟಿಕ್ ಬಳಕೆ ಕಡಿಮೆಗೊಳಿಸುವ ಬಗ್ಗೆ ಜಾಗೃತಿ ಕಾರ್ಯಕ್ರಮಗಳನ್ನು ಸಂಸ್ಥೆಯು ನಡೆಸುತ್ತಿದೆ. [434,1248,602,1290]
crossword-cell[interactable] [651,1152,664,1165]
clue-item: 12.ಮಧ್ಯಮ ವರ್ಗ (3) [811,1055,856,1062]
crossword-cell[interactable] [599,1021,612,1034]
crossword-cell[interactable] [587,1008,600,1021]
brief-item [22,140,193,278]
clue-item: 6. ಚಿಂತೆ (3) [682,1056,711,1064]
fact-note: ▶ 2023ರಲ್ಲಿ ದೇಶದ ವಿವಿಧೆಡೆಗಳಲ್ಲಿ ಬೀಜಮರುಸೃಷ್ಟಿಯೆಂಬ ವೃಕ್ಷಾರೋಪಣ ಅಭಿಯಾನ ಒಂದು ಕೋಟಿ ಹೆಚ್ಚು ಸಾರಿ ಜರುಗಿತು [770,1194,922,1230]
section-rule [200,492,922,493]
clue-item: 4.ಹಬ್ಬದ ಸಡಗರ (4) [811,1120,853,1127]
crossword-cell[interactable] [548,1047,561,1060]
crossword-section [502,956,922,1170]
crossword-cell[interactable] [599,1113,612,1126]
crossword-cell [548,1087,561,1100]
crossword-cell[interactable] [561,1047,574,1060]
brief-title: ಏಷ್ಯಾ ಕಪ್ ಯುಎಇಗೆ ? [62,477,153,491]
crossword-cell [561,1073,574,1086]
nepal-body-right: ಬೌಲಿಂಗ್ ದಾಳಿ ಮಾಡಿದರು. ನೆದರ್ಲೆಂಡ್ಸ್‌ನ ಮ್ಯಾಕ್ಸ್ ಓಡೌಡ್ ಕೊನೆಯ ಎಸೆತದಲ್ಲಿ ಸಿಕ್ಸರ್ ಬಾರಿಸಿ ಪಂದ್ಯ ಮತ್ತೆ ಟೈ ಆಗುವಂತೆ ಮಾಡಿದರು. ಮೂರನೇ ಸೂಪರ್ ಓವರ್‌ನಲ್ಲಿ ನೇಪಾಳ ಯಾವುದೇ ರನ್ ಗಳಿಸಲಿಲ್ಲ. ನೆದರ್ಲೆಂಡ್ಸ್ ಮೊದಲ ಎಸೆತದಲ್ಲೇ ಸಿಕ್ಸರ್ ಬಾರಿಸಿ ಗೆಲುವು ಸಾಧಿಸಿತು. ಈ ಪಂದ್ಯವು ಕ್ರಿಕೆಟ್ ಅಭಿಮಾನಿಗಳ ಗಮನ ಸೆಳೆಯಿತು. [792,550,920,601]
answer-badge: 5656 ಉತ್ತರ [734,984,800,1024]
brief-title: ಬ್ಯಾಟಿಂಗ್‌ಗಿಂತ ಬೌಲಿಂಗ್ ಬಲ [54,726,161,740]
crossword-cell [599,1073,612,1086]
crossword-cell [587,1060,600,1073]
crossword-cell [574,1087,587,1100]
crossword-cell[interactable] [625,1087,638,1100]
